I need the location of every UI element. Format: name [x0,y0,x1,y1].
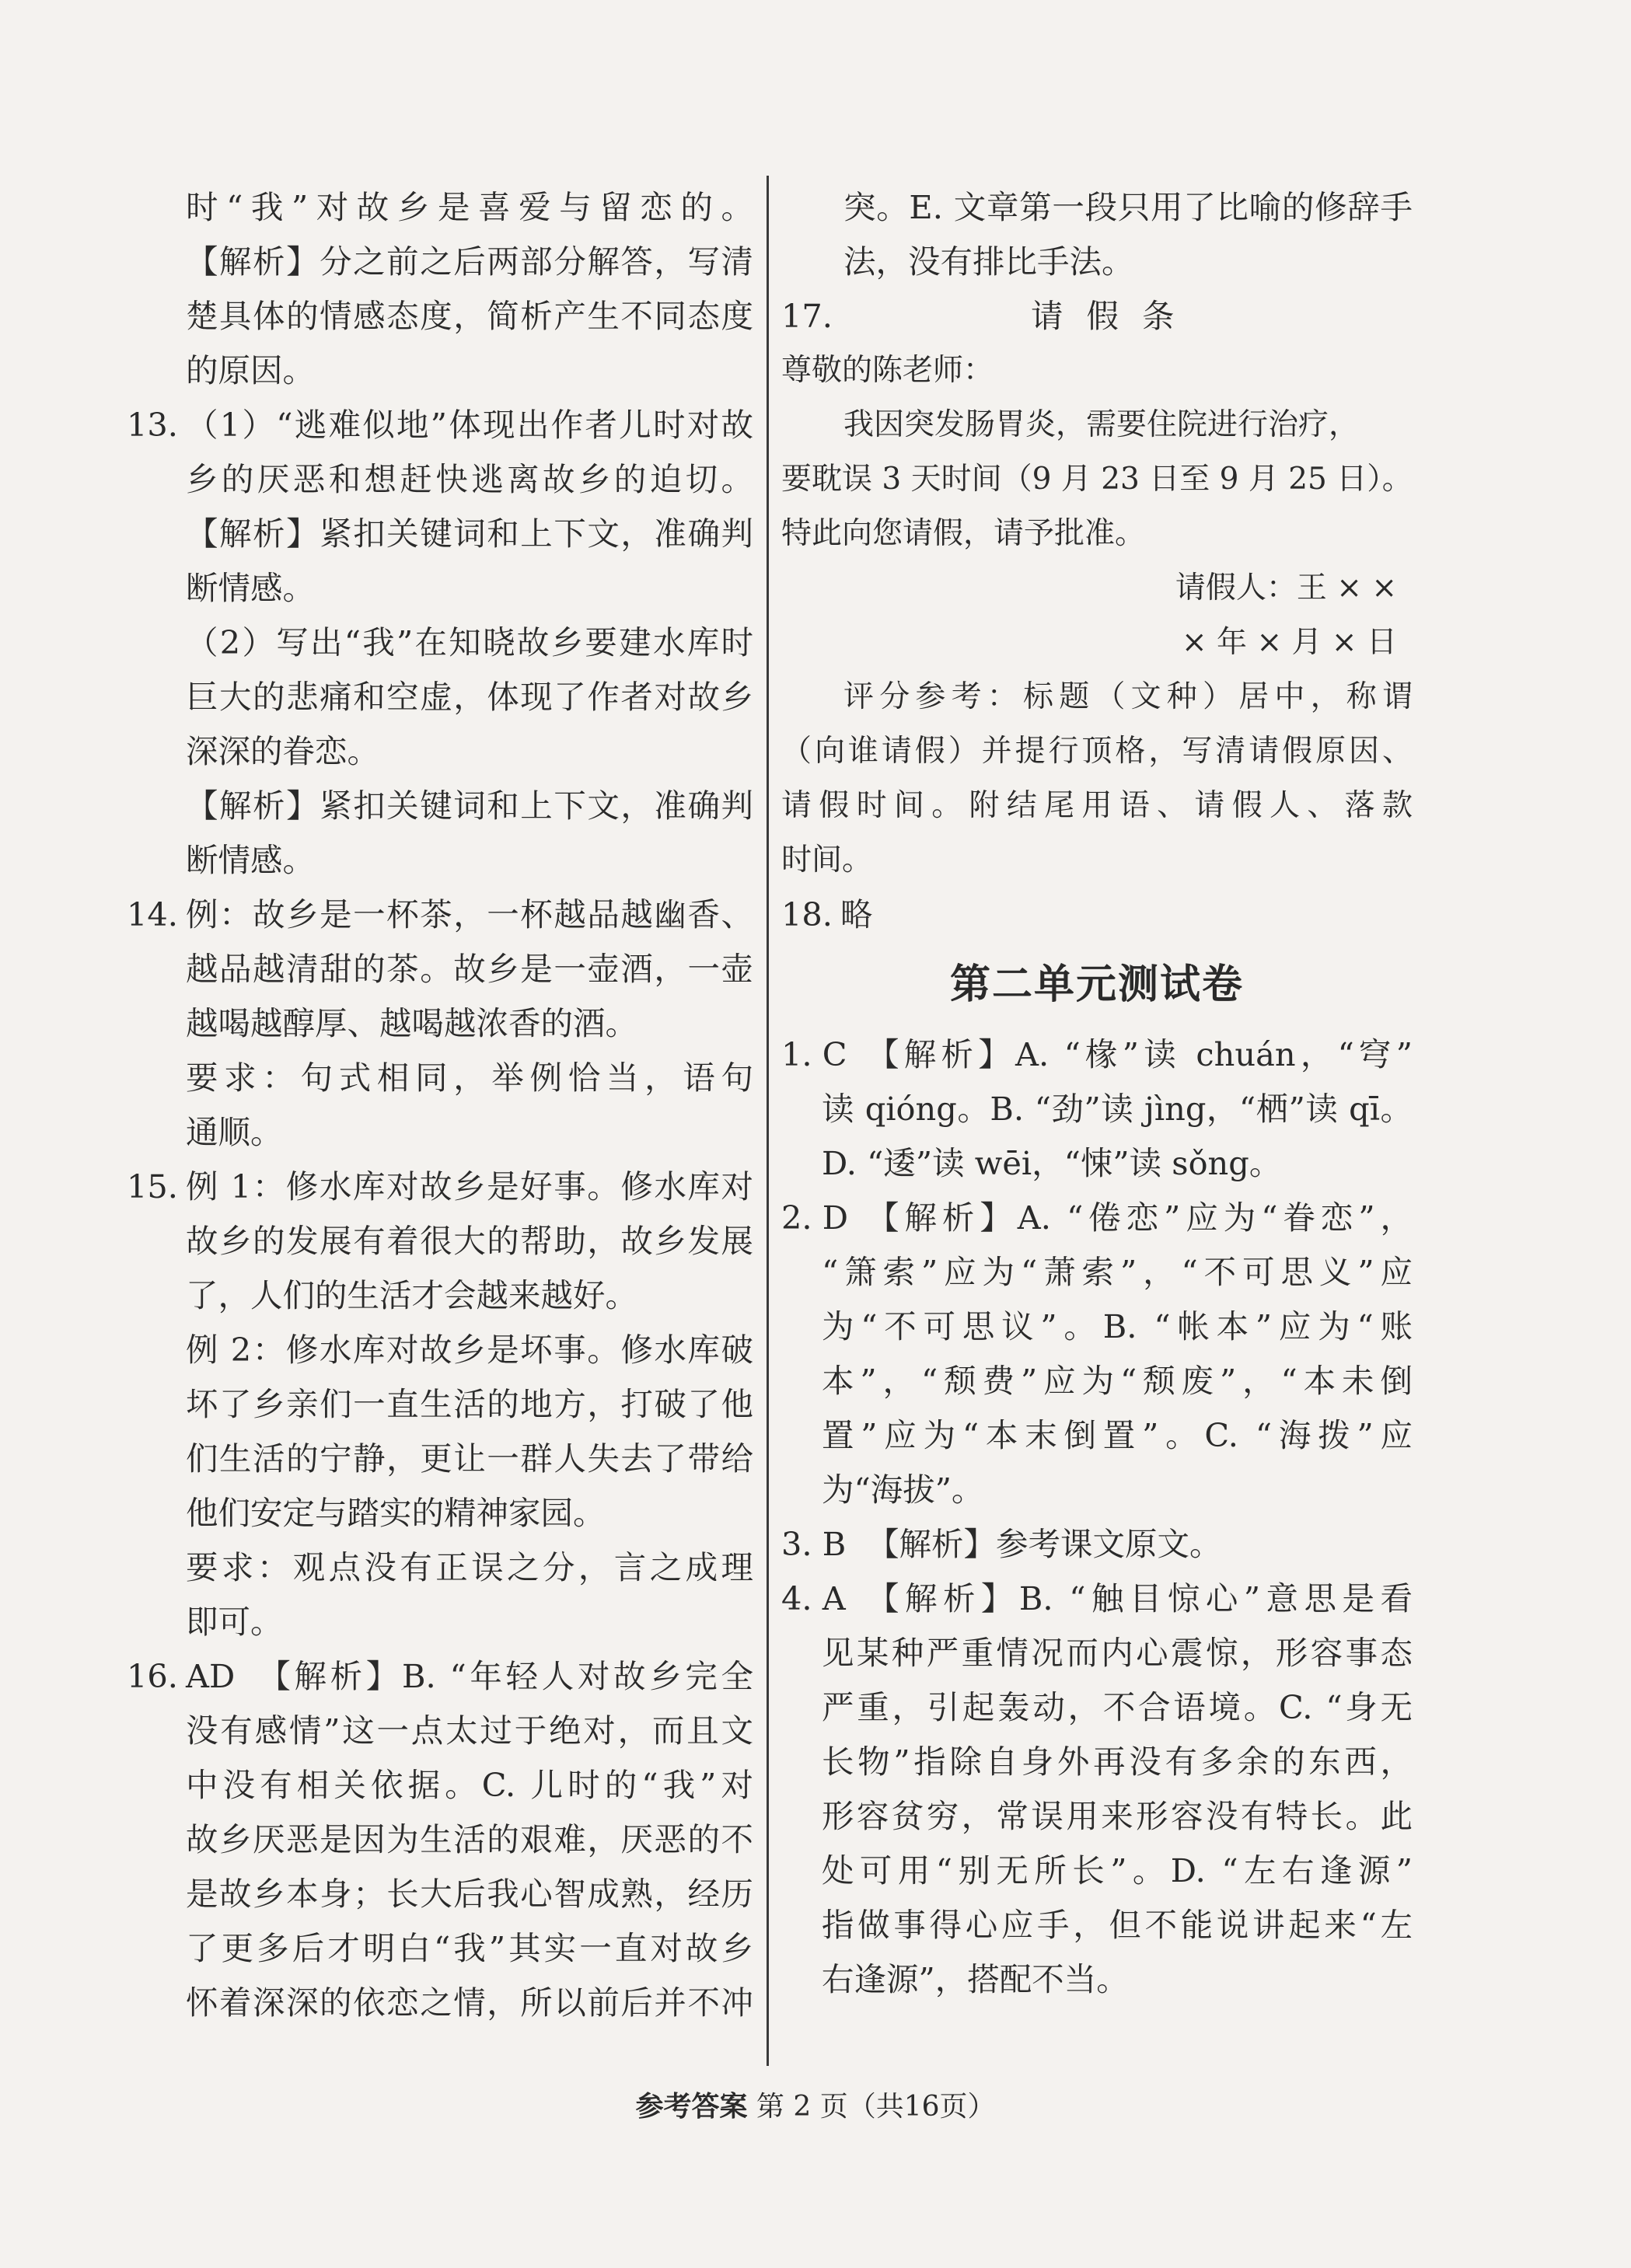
text-line: 怀着深深的依恋之情，所以前后并不冲 [186,1984,753,2022]
text-line: 【解析】A. “倦恋”应为“眷恋”， [867,1199,1413,1237]
text-line: 的原因。 [186,351,316,389]
text-line: 断情感。 [186,841,316,879]
text-line: 没有感情”这一点太过于绝对，而且文 [186,1711,753,1750]
text-line: 处可用“别无所长”。D. “左右逢源” [822,1851,1413,1889]
answer-item-16 [127,1649,753,2030]
footer-label: 参考答案 [635,2090,748,2123]
item-number: 13. [127,406,178,444]
answer-item-14 [127,888,753,1160]
text-line: 故乡厌恶是因为生活的艰难，厌恶的不 [186,1820,753,1858]
text-line: 本”，“颓费”应为“颓废”，“本未倒 [822,1362,1413,1400]
text-line: 右逢源”，搭配不当。 [822,1960,1129,1998]
item-number: 15. [127,1167,178,1206]
item-number: 4. A [781,1579,846,1617]
text-line: 了，人们的生活才会越来越好。 [186,1276,638,1314]
text-line: 断情感。 [186,569,316,607]
text-line: 【解析】A. “椽”读 chuán，“穹” [867,1035,1413,1073]
text-line: （2）写出“我”在知晓故乡要建水库时 [186,623,753,661]
text-line: 通顺。 [186,1113,283,1151]
text-line: 【解析】分之前之后两部分解答，写清 [186,243,753,281]
left-column [127,180,753,2030]
text-line: 突。E. 文章第一段只用了比喻的修辞手 [843,188,1413,226]
item-number: 17. [781,297,833,335]
text-line: AD 【解析】B. “年轻人对故乡完全 [186,1657,753,1695]
column-divider [767,176,769,2066]
text-line: 法，没有排比手法。 [843,243,1134,281]
text-line: 时“我”对故乡是喜爱与留恋的。 [186,188,753,226]
text-line: 例：故乡是一杯茶，一杯越品越幽香、 [186,895,753,933]
text-line: 中没有相关依据。C. 儿时的“我”对 [186,1766,753,1804]
text-line: 例 2：修水库对故乡是坏事。修水库破 [186,1331,753,1369]
text-line: 要求：观点没有正误之分，言之成理 [186,1548,753,1586]
leave-note-title: 请假条 [1031,297,1198,335]
text-line: 例 1：修水库对故乡是好事。修水库对 [186,1167,753,1206]
text-line: 是故乡本身；长大后我心智成熟，经历 [186,1875,753,1913]
text-line: 置”应为“本末倒置”。C. “海拨”应 [822,1416,1413,1454]
text-line: 读 qióng。B. “劲”读 jìng，“栖”读 qī。 [822,1090,1413,1128]
text-line: 乡的厌恶和想赶快逃离故乡的迫切。 [186,460,753,498]
text-line: 长物”指除自身外再没有多余的东西， [822,1743,1413,1781]
text-line: 他们安定与踏实的精神家园。 [186,1494,606,1532]
text-line: 巨大的悲痛和空虚，体现了作者对故乡 [186,678,753,716]
text-line: 为“海拔”。 [822,1471,984,1509]
text-line: 时间。 [781,843,873,878]
section-title: 第二单元测试卷 [949,961,1244,1008]
intro-block [127,180,753,398]
text-line: 坏了乡亲们一直生活的地方，打破了他 [186,1385,753,1423]
text-line: 为“不可思议”。B. “帐本”应为“账 [822,1307,1413,1345]
right-column [781,180,1413,2007]
text-line: 指做事得心应手，但不能说讲起来“左 [822,1906,1413,1944]
text-line: 请假时间。附结尾用语、请假人、落款 [781,788,1413,823]
text-line: （向谁请假）并提行顶格，写清请假原因、 [781,734,1413,769]
item-number: 14. [127,895,178,933]
answer-item [781,1517,1413,1572]
answer-item-17 [781,289,1413,888]
item-number: 18. [781,895,833,933]
text-line: D. “逶”读 wēi，“悚”读 sǒng。 [822,1144,1282,1182]
answer-item-13 [127,398,753,888]
text-line: 即可。 [186,1603,283,1641]
text-line: 评分参考：标题（文种）居中，称谓 [843,679,1413,714]
text-line: 我因突发肠胃炎，需要住院进行治疗， [843,407,1360,442]
signer: 请假人：王 × × [1175,570,1397,605]
text-line: 【解析】参考课文原文。 [867,1525,1222,1563]
answer-item-15 [127,1160,753,1649]
text-line: 【解析】B. “触目惊心”意思是看 [867,1579,1413,1617]
text-line: 【解析】紧扣关键词和上下文，准确判 [186,787,753,825]
text-line: 深深的眷恋。 [186,732,380,770]
text-line: 越喝越醇厚、越喝越浓香的酒。 [186,1004,638,1042]
answer-item-18 [781,888,1413,942]
item-number: 2. D [781,1199,849,1237]
salutation: 尊敬的陈老师： [781,353,994,388]
text-line: 要耽误 3 天时间（9 月 23 日至 9 月 25 日）。 [781,462,1413,497]
text-line: 要求：句式相同，举例恰当，语句 [186,1059,753,1097]
text-line: 故乡的发展有着很大的帮助，故乡发展 [186,1222,753,1260]
item-number: 3. B [781,1525,847,1563]
date: × 年 × 月 × 日 [1181,625,1397,660]
text-line: 严重，引起轰动，不合语境。C. “身无 [822,1688,1413,1726]
page-number: 第 2 页（共16页） [756,2091,996,2123]
text-line: “箫索”应为“萧索”，“不可思义”应 [822,1253,1413,1291]
text-line: （1）“逃难似地”体现出作者儿时对故 [186,406,753,444]
text-line: 【解析】紧扣关键词和上下文，准确判 [186,515,753,553]
text-line: 见某种严重情况而内心震惊，形容事态 [822,1634,1413,1672]
text-line: 楚具体的情感态度，简析产生不同态度 [186,297,753,335]
answer-item [781,1572,1413,1626]
text-line: 略 [840,895,873,933]
item-number: 1. C [781,1035,847,1073]
text-line: 特此向您请假，请予批准。 [781,516,1146,551]
text-line: 形容贫穷，常误用来形容没有特长。此 [822,1797,1413,1835]
text-line: 了更多后才明白“我”其实一直对故乡 [186,1929,753,1967]
continuation-block [781,180,1413,289]
answer-item [781,1028,1413,1082]
answer-item [781,1191,1413,1245]
item-number: 16. [127,1657,178,1695]
text-line: 们生活的宁静，更让一群人失去了带给 [186,1439,753,1478]
text-line: 越品越清甜的茶。故乡是一壶酒，一壶 [186,950,753,988]
page-footer [0,2091,1631,2123]
